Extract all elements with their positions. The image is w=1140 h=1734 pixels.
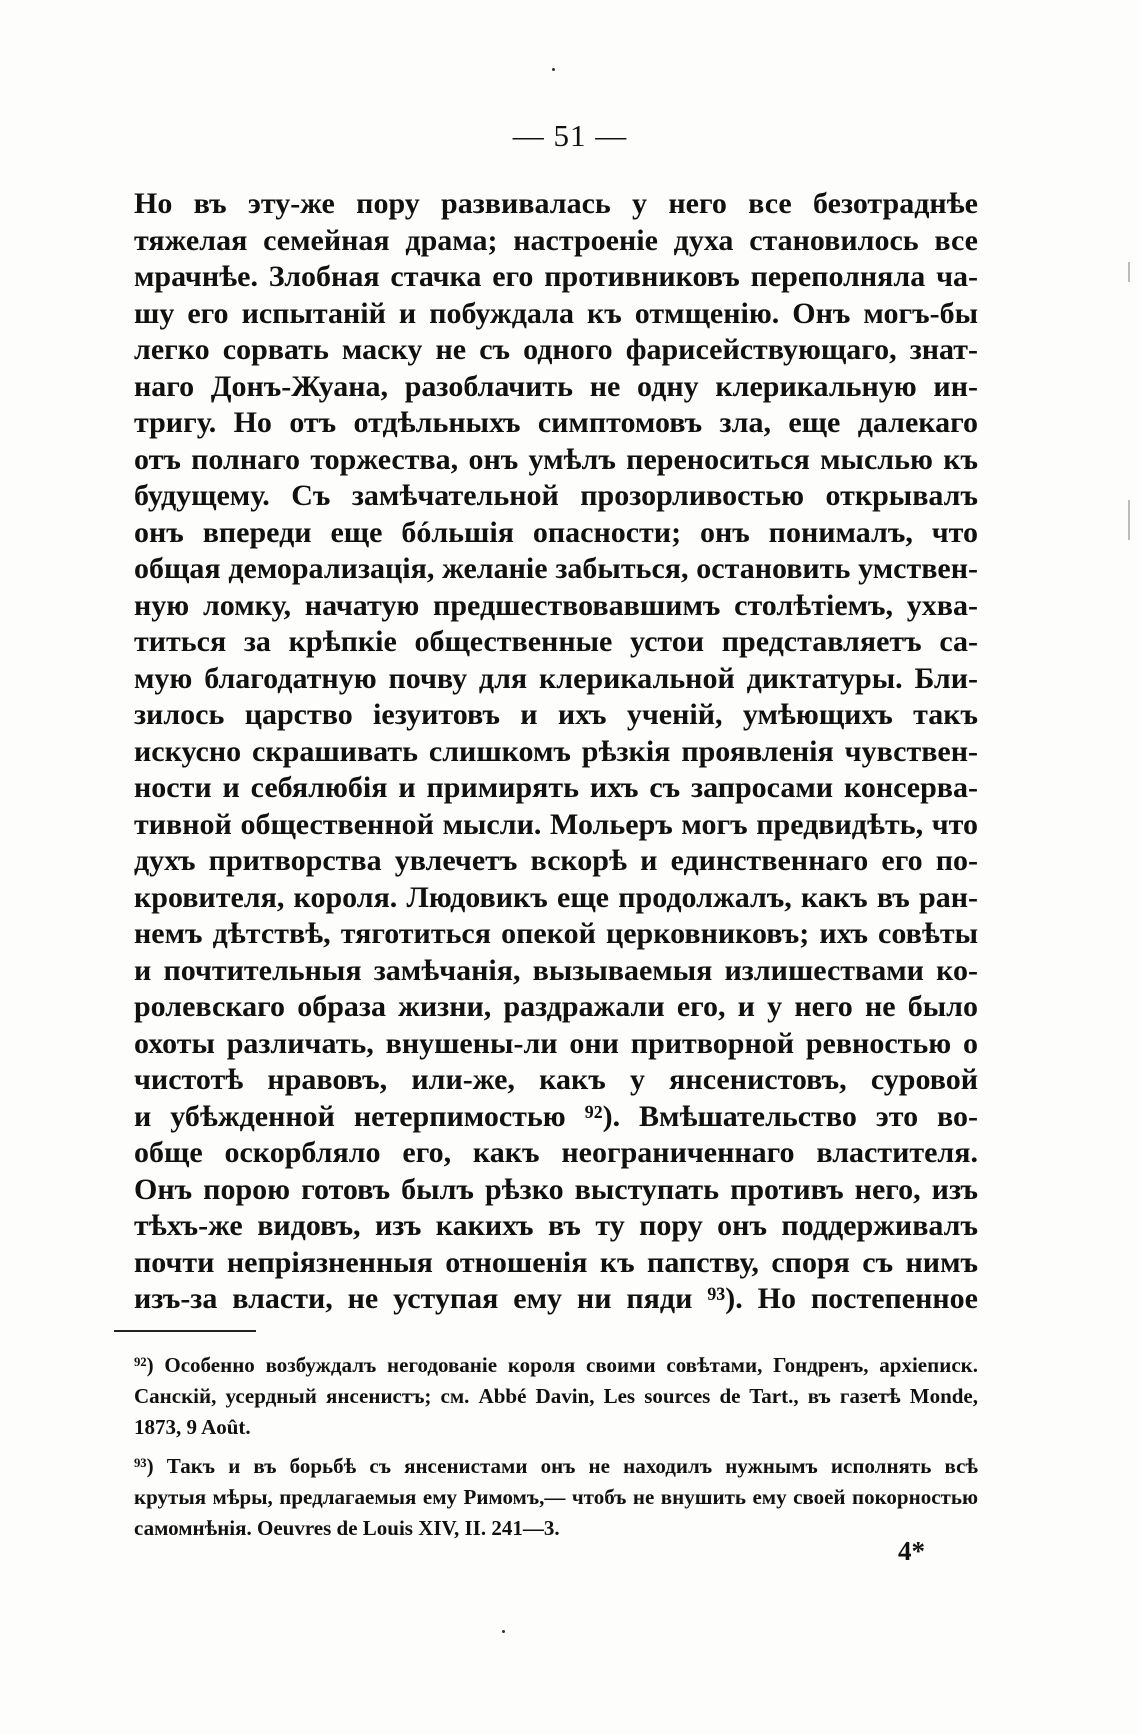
footnote-line: 1873, 9 Août. <box>134 1415 251 1439</box>
footnote-separator <box>114 1330 256 1332</box>
footnote-93 <box>134 1451 978 1544</box>
text-line: и почтительныя замѣчанія, вызываемыя излишествами ко- <box>134 953 978 987</box>
text-line: ности и себялюбія и примирять ихъ съ запросами консерва- <box>134 771 978 804</box>
footnote-line: крутыя мѣры, предлагаемыя ему Римомъ,— чтобъ не внушить ему своей покорностью <box>134 1485 978 1509</box>
signature-mark: 4* <box>898 1536 925 1566</box>
text-line: ролевскаго образа жизни, раздражали его, и у него не было <box>134 990 978 1023</box>
text-line: шу его испытаній и побуждала къ отмщенію. Онъ могъ-бы <box>134 296 978 330</box>
text-line: тяжелая семейная драма; настроеніе духа становилось все <box>134 223 978 257</box>
text-line: наго Донъ-Жуана, разоблачить не одну клерикальную ин- <box>134 369 978 403</box>
text-line: онъ впереди еще бóльшія опасности; онъ понималъ, что <box>134 515 978 549</box>
text-line: охоты различать, внушены-ли они притворной ревностью о <box>134 1026 978 1060</box>
scan-margin-mark <box>1128 500 1130 540</box>
text-line: ную ломку, начатую предшествовавшимъ столѣтіемъ, ухва- <box>134 588 978 622</box>
text-line: зилось царство іезуитовъ и ихъ ученій, умѣющихъ такъ <box>134 698 978 731</box>
text-line: немъ дѣтствѣ, тяготиться опекой церковниковъ; ихъ совѣты <box>134 917 978 950</box>
text-line: отъ полнаго торжества, онъ умѣлъ переноситься мыслью къ <box>134 442 978 476</box>
text-line: мую благодатную почву для клерикальной диктатуры. Бли- <box>134 661 978 695</box>
text-line: будущему. Съ замѣчательной прозорливостью открывалъ <box>134 479 978 512</box>
scan-speck <box>502 1630 505 1633</box>
scan-speck <box>552 68 555 71</box>
text-line: почти непріязненныя отношенія къ папству, споря съ нимъ <box>134 1245 978 1279</box>
page-number: — 51 — <box>512 118 628 153</box>
footnote-line: ⁹³) Такъ и въ борьбѣ съ янсенистами онъ не находилъ нужнымъ исполнять всѣ <box>134 1454 978 1478</box>
text-line: тригу. Но отъ отдѣльныхъ симптомовъ зла, еще далекаго <box>134 406 978 439</box>
text-line: мрачнѣе. Злобная стачка его противниковъ переполняла ча- <box>134 260 978 293</box>
footnote-line: Санскій, усердный янсенистъ; см. Abbé Davin, Les sources de Tart., въ газетѣ Monde, <box>134 1384 978 1408</box>
text-line: изъ-за власти, не уступая ему ни пяди ⁹³). Но постепенное <box>134 1282 978 1315</box>
text-line: духъ притворства увлечетъ вскорѣ и единственнаго его по- <box>134 844 978 877</box>
text-line: обще оскорбляло его, какъ неограниченнаго властителя. <box>134 1136 978 1169</box>
text-line: и убѣжденной нетерпимостью ⁹²). Вмѣшательство это во- <box>134 1099 978 1133</box>
text-line: легко сорвать маску не съ одного фарисействующаго, знат- <box>134 333 978 366</box>
text-line: искусно скрашивать слишкомъ рѣзкія проявленія чувствен- <box>134 734 978 768</box>
text-line: тивной общественной мысли. Мольеръ могъ предвидѣть, что <box>134 807 978 841</box>
text-line: тѣхъ-же видовъ, изъ какихъ въ ту пору онъ поддерживалъ <box>134 1209 978 1242</box>
main-paragraph <box>134 186 978 1318</box>
text-line: титься за крѣпкіе общественные устои представляетъ са- <box>134 625 978 658</box>
footnote-line: самомнѣнія. Oeuvres de Louis XIV, II. 241—3. <box>134 1516 560 1540</box>
text-line: кровителя, короля. Людовикъ еще продолжалъ, какъ въ ран- <box>134 880 978 914</box>
footnote-92 <box>134 1350 978 1443</box>
text-line: Онъ порою готовъ былъ рѣзко выступать противъ него, изъ <box>134 1172 978 1206</box>
scan-margin-mark <box>1128 262 1130 282</box>
text-line: Но въ эту-же пору развивалась у него все безотраднѣе <box>134 187 978 220</box>
footnote-line: ⁹²) Особенно возбуждалъ негодованіе короля своими совѣтами, Гондренъ, архіеписк. <box>134 1353 978 1377</box>
text-line: общая деморализація, желаніе забыться, остановить умствен- <box>134 552 978 585</box>
footnotes <box>134 1350 978 1544</box>
text-line: чистотѣ нравовъ, или-же, какъ у янсенистовъ, суровой <box>134 1063 978 1096</box>
footnote-gap <box>134 1443 978 1451</box>
